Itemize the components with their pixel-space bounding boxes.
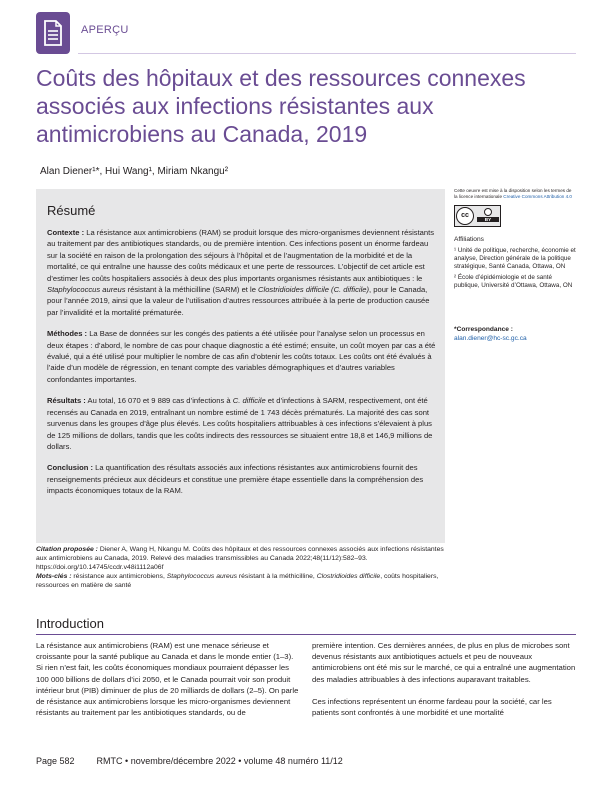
cc-by-badge-icon [454,205,501,227]
affiliations-title: Affiliations [454,236,484,244]
correspondence-email[interactable]: alan.diener@hc-sc.gc.ca [454,335,527,343]
intro-paragraph-1: La résistance aux antimicrobiens (RAM) est une menace sérieuse et croissante pour la santé publique au Canada et dans le monde entier (1–3). Si rien n’est fait, les coûts économiques mondiaux pourraient dépasser les 100 000 billions de dollars d’ici 2050, et le Canada pourrait voir son produit intérieur brut (PIB) diminuer de plus de 20 milliards de dollars (2–5). On parle de résistance aux antimicrobiens lorsque les micro-organismes deviennent résistants au traitement par les antibiotiques standards, ou de [36,641,299,718]
intro-paragraph-2: première intention. Ces dernières années, de plus en plus de microbes sont devenus résistants aux antibiotiques actuels et peu de nouveaux antimicrobiens ont été mis sur le marché, ce qui a entraîné une augmentation des maladies attribuables à des infections auparavant traitables. [312,641,576,684]
article-title: Coûts des hôpitaux et des ressources connexes associés aux infections résistantes aux antimicrobiens au Canada, 2019 [36,65,526,147]
suggested-citation: Citation proposée : Diener A, Wang H, Nkangu M. Coûts des hôpitaux et des ressources connexes associés aux infections résistantes aux antimicrobiens au Canada, 2019. Relevé des maladies transmissibles au Canada 2022;48(11/12):582–93. https://doi.org/10.14745/ccdr.v48i1112a06f [36,546,444,571]
journal-info: RMTC • novembre/décembre 2022 • volume 48 numéro 11/12 [96,756,343,766]
sidebar [454,188,576,343]
keywords: Mots-clés : résistance aux antimicrobiens, Staphylococcus aureus résistant à la méthicilline, Clostridioides difficile, coûts hospitaliers, ressources en matière de santé [36,573,439,589]
page-footer [36,756,343,766]
body-column-right [312,640,576,729]
article-type-label: APERÇU [81,24,129,36]
introduction-heading: Introduction [36,616,104,631]
introduction-divider [36,634,576,635]
abstract-heading: Résumé [47,203,96,218]
license-link[interactable]: Creative Commons Attribution 4.0 [503,193,572,199]
page-number: Page 582 [36,756,75,766]
correspondence-title: *Correspondance : [454,326,513,334]
abstract-conclusion: Conclusion : La quantification des résultats associés aux infections résistantes aux antimicrobiens fournit des renseignements précieux aux décideurs et constitue une première étape essentielle dans la compréhension des impacts économiques totaux de la RAM. [47,463,424,496]
authors: Alan Diener¹*, Hui Wang¹, Miriam Nkangu² [40,166,229,177]
citation-block [36,545,445,590]
abstract-contexte: Contexte : La résistance aux antimicrobiens (RAM) se produit lorsque des micro-organismes deviennent résistants au traitement par des antibiotiques standards, ou de première intention. Ces infections posent un énorme fardeau sur la société en raison de la prolongation des séjours à l’hôpital et de l’augmentation de la morbidité et de la mortalité, ce qui entraîne une hausse des coûts médicaux et une perte de ressources. L’objectif de cet article est d’estimer les coûts hospitaliers associés à deux des plus importants organismes résistants aux antibiotiques : le Staphylococcus aureus résistant à la méthicilline (SARM) et le Clostridioides difficile (C. difficile), pour le Canada, pour l’année 2019, ainsi que la valeur de l’utilisation d’autres ressources attribuée à la perte de production causée par l’invalidité et la mortalité prématurée. [47,228,435,317]
affiliation-2: ² École d’épidémiologie et de santé publique, Université d’Ottawa, Ottawa, ON [454,274,573,290]
document-icon [36,12,70,54]
header-divider [78,53,576,54]
license-text: Cette oeuvre est mise à la disposition selon les termes de la licence internationale Creative Commons Attribution 4.0 [454,188,572,199]
abstract-methodes: Méthodes : La Base de données sur les congés des patients a été utilisée pour l’analyse selon un processus en deux étapes : d’abord, le nombre de cas pour chaque diagnostic a été estimé; ensuite, un coût moyen par cas a été évalué, qui a été utilisé pour multiplier le nombre de cas afin d’obtenir les coûts totaux. Les coûts ont été évalués à l’aide d’un modèle de régression, en tenant compte des variables démographiques et d’autres variables confondantes importantes. [47,329,436,384]
abstract-resultats: Résultats : Au total, 16 070 et 9 889 cas d’infections à C. difficile et d’infections à SARM, respectivement, ont été recensés au Canada en 2019, entraînant un nombre estimé de 1 743 décès prématurés. La majorité des cas sont survenus dans les groupes d’âge plus élevés. Les coûts hospitaliers attribuables à ces infections s’élevaient à plus de 125 millions de dollars, tandis que les coûts indirects des ressources se situaient entre 18,8 et 146,9 millions de dollars. [47,396,433,451]
affiliation-1: ¹ Unité de politique, recherche, économie et analyse, Direction générale de la politique stratégique, Santé Canada, Ottawa, ON [454,247,576,271]
cc-symbol: cc [456,207,474,225]
attribution-person-icon [484,208,492,216]
by-label: BY [477,217,499,222]
abstract-box [36,189,445,543]
body-column-left [36,640,300,729]
intro-paragraph-3: Ces infections représentent un énorme fardeau pour la société, car les patients sont confrontés à une morbidité et une mortalité [312,696,552,718]
